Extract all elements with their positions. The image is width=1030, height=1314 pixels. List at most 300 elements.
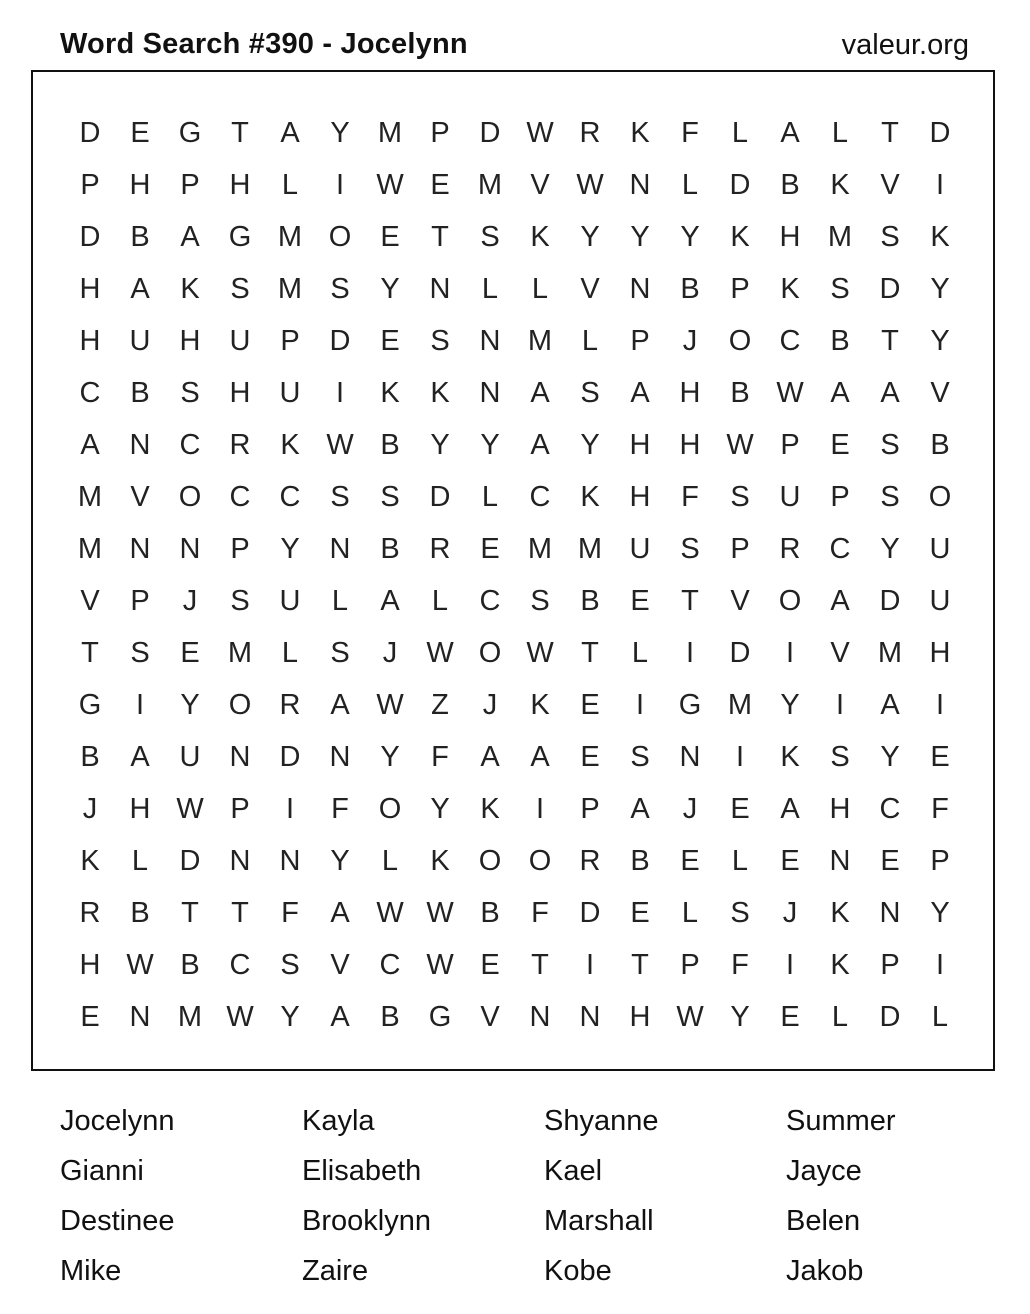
grid-letter: R: [429, 532, 451, 565]
grid-letter: A: [780, 116, 800, 149]
grid-letter: O: [378, 792, 402, 825]
word-list-item: Summer: [786, 1105, 896, 1137]
grid-letter: A: [130, 272, 150, 305]
grid-letter: W: [426, 896, 454, 929]
grid-letter: C: [279, 480, 301, 513]
grid-letter: C: [529, 480, 551, 513]
word-list-item: Brooklynn: [302, 1205, 431, 1237]
grid-letter: B: [480, 896, 500, 929]
grid-letter: M: [277, 272, 303, 305]
grid-letter: S: [380, 480, 400, 513]
grid-letter: W: [376, 688, 404, 721]
grid-letter: B: [130, 220, 150, 253]
grid-letter: I: [285, 792, 295, 825]
grid-letter: O: [328, 220, 352, 253]
grid-letter: R: [79, 896, 101, 929]
grid-letter: V: [580, 272, 600, 305]
word-list-item: Elisabeth: [302, 1155, 422, 1187]
grid-letter: B: [380, 1000, 400, 1033]
grid-letter: C: [779, 324, 801, 357]
grid-letter: K: [380, 376, 400, 409]
grid-letter: E: [380, 220, 400, 253]
grid-letter: E: [780, 1000, 800, 1033]
grid-letter: C: [829, 532, 851, 565]
grid-letter: E: [580, 740, 600, 773]
grid-letter: H: [629, 480, 651, 513]
grid-letter: C: [379, 948, 401, 981]
grid-letter: U: [929, 584, 951, 617]
grid-letter: J: [682, 324, 698, 357]
grid-letter: K: [630, 116, 650, 149]
grid-letter: S: [580, 376, 600, 409]
grid-letter: J: [482, 688, 498, 721]
grid-letter: Y: [930, 324, 950, 357]
grid-letter: N: [429, 272, 451, 305]
puzzle-box: [31, 70, 995, 1071]
grid-letter: L: [831, 116, 849, 149]
grid-letter: B: [130, 896, 150, 929]
grid-letter: O: [478, 636, 502, 669]
grid-letter: V: [130, 480, 150, 513]
grid-letter: H: [929, 636, 951, 669]
word-list-item: Marshall: [544, 1205, 654, 1237]
grid-letter: F: [681, 480, 699, 513]
grid-letter: K: [830, 948, 850, 981]
grid-letter: E: [630, 896, 650, 929]
grid-letter: F: [931, 792, 949, 825]
grid-letter: B: [380, 428, 400, 461]
grid-letter: W: [676, 1000, 704, 1033]
grid-letter: D: [279, 740, 301, 773]
grid-letter: I: [735, 740, 745, 773]
grid-letter: K: [430, 376, 450, 409]
grid-letter: S: [480, 220, 500, 253]
grid-letter: S: [330, 480, 350, 513]
grid-letter: B: [130, 376, 150, 409]
grid-letter: J: [782, 896, 798, 929]
word-list-item: Kael: [544, 1155, 603, 1187]
grid-letter: K: [480, 792, 500, 825]
grid-letter: L: [381, 844, 399, 877]
grid-letter: U: [179, 740, 201, 773]
grid-letter: S: [130, 636, 150, 669]
grid-letter: B: [580, 584, 600, 617]
grid-letter: Y: [330, 116, 350, 149]
grid-letter: D: [429, 480, 451, 513]
grid-letter: N: [479, 324, 501, 357]
grid-letter: A: [780, 792, 800, 825]
grid-letter: P: [630, 324, 650, 357]
grid-letter: J: [82, 792, 98, 825]
grid-letter: O: [178, 480, 202, 513]
grid-letter: S: [880, 480, 900, 513]
grid-letter: T: [181, 896, 199, 929]
grid-letter: N: [629, 168, 651, 201]
grid-letter: N: [229, 740, 251, 773]
grid-letter: A: [880, 688, 900, 721]
grid-letter: T: [431, 220, 449, 253]
grid-letter: Y: [580, 428, 600, 461]
grid-letter: U: [229, 324, 251, 357]
grid-letter: G: [178, 116, 202, 149]
grid-letter: H: [679, 428, 701, 461]
grid-letter: H: [679, 376, 701, 409]
grid-letter: Y: [630, 220, 650, 253]
grid-letter: O: [528, 844, 552, 877]
grid-letter: D: [729, 168, 751, 201]
grid-letter: K: [830, 168, 850, 201]
grid-letter: I: [135, 688, 145, 721]
grid-letter: S: [730, 896, 750, 929]
grid-letter: A: [330, 896, 350, 929]
grid-letter: S: [630, 740, 650, 773]
grid-letter: L: [581, 324, 599, 357]
grid-letter: W: [526, 636, 554, 669]
grid-letter: B: [380, 532, 400, 565]
grid-letter: N: [129, 532, 151, 565]
grid-letter: S: [280, 948, 300, 981]
grid-letter: E: [180, 636, 200, 669]
grid-letter: S: [230, 272, 250, 305]
grid-letter: L: [681, 896, 699, 929]
grid-letter: S: [330, 636, 350, 669]
grid-letter: E: [580, 688, 600, 721]
grid-letter: D: [179, 844, 201, 877]
grid-letter: K: [930, 220, 950, 253]
grid-letter: B: [780, 168, 800, 201]
grid-letter: S: [430, 324, 450, 357]
grid-letter: L: [481, 272, 499, 305]
grid-letter: N: [179, 532, 201, 565]
grid-letter: L: [531, 272, 549, 305]
grid-letter: I: [335, 168, 345, 201]
grid-letter: H: [79, 948, 101, 981]
grid-letter: D: [879, 272, 901, 305]
grid-letter: S: [880, 220, 900, 253]
grid-letter: P: [680, 948, 700, 981]
grid-letter: J: [682, 792, 698, 825]
grid-letter: A: [380, 584, 400, 617]
grid-letter: K: [780, 740, 800, 773]
word-list-item: Belen: [786, 1205, 861, 1237]
grid-letter: W: [426, 948, 454, 981]
grid-letter: S: [530, 584, 550, 617]
grid-letter: G: [428, 1000, 452, 1033]
grid-letter: F: [431, 740, 449, 773]
grid-letter: N: [679, 740, 701, 773]
grid-letter: Y: [780, 688, 800, 721]
grid-letter: V: [330, 948, 350, 981]
grid-letter: B: [730, 376, 750, 409]
grid-letter: F: [531, 896, 549, 929]
grid-letter: B: [80, 740, 100, 773]
grid-letter: H: [829, 792, 851, 825]
grid-letter: Z: [431, 688, 449, 721]
grid-letter: R: [579, 116, 601, 149]
grid-letter: K: [280, 428, 300, 461]
grid-letter: P: [80, 168, 100, 201]
grid-letter: K: [430, 844, 450, 877]
grid-letter: D: [879, 1000, 901, 1033]
grid-letter: P: [430, 116, 450, 149]
grid-letter: E: [430, 168, 450, 201]
grid-letter: I: [785, 948, 795, 981]
grid-letter: R: [229, 428, 251, 461]
grid-letter: U: [779, 480, 801, 513]
grid-letter: S: [330, 272, 350, 305]
word-list-item: Kayla: [302, 1105, 375, 1137]
grid-letter: E: [480, 948, 500, 981]
grid-letter: P: [730, 272, 750, 305]
grid-letter: H: [79, 324, 101, 357]
grid-letter: L: [281, 168, 299, 201]
grid-letter: L: [281, 636, 299, 669]
grid-letter: B: [930, 428, 950, 461]
grid-letter: T: [681, 584, 699, 617]
grid-letter: S: [730, 480, 750, 513]
grid-letter: A: [880, 376, 900, 409]
grid-letter: H: [229, 376, 251, 409]
grid-letter: Y: [680, 220, 700, 253]
grid-letter: P: [230, 792, 250, 825]
grid-letter: J: [382, 636, 398, 669]
grid-letter: A: [180, 220, 200, 253]
grid-letter: K: [580, 480, 600, 513]
grid-letter: N: [329, 740, 351, 773]
grid-letter: G: [228, 220, 252, 253]
grid-letter: V: [930, 376, 950, 409]
grid-letter: G: [678, 688, 702, 721]
grid-letter: B: [180, 948, 200, 981]
word-list-item: Jayce: [786, 1155, 862, 1187]
grid-letter: K: [830, 896, 850, 929]
word-list-item: Gianni: [60, 1155, 144, 1187]
grid-letter: V: [730, 584, 750, 617]
grid-letter: B: [630, 844, 650, 877]
grid-letter: Y: [880, 532, 900, 565]
grid-letter: O: [778, 584, 802, 617]
grid-letter: A: [630, 792, 650, 825]
grid-letter: A: [530, 376, 550, 409]
grid-letter: A: [330, 1000, 350, 1033]
grid-letter: M: [727, 688, 753, 721]
grid-letter: T: [881, 324, 899, 357]
grid-letter: K: [80, 844, 100, 877]
grid-letter: U: [279, 584, 301, 617]
grid-letter: L: [831, 1000, 849, 1033]
grid-letter: J: [182, 584, 198, 617]
grid-letter: V: [830, 636, 850, 669]
grid-letter: D: [79, 220, 101, 253]
grid-letter: L: [631, 636, 649, 669]
grid-letter: I: [785, 636, 795, 669]
grid-letter: S: [830, 272, 850, 305]
grid-letter: T: [531, 948, 549, 981]
grid-letter: Y: [280, 532, 300, 565]
grid-letter: D: [879, 584, 901, 617]
grid-letter: U: [279, 376, 301, 409]
grid-letter: H: [779, 220, 801, 253]
grid-letter: L: [731, 844, 749, 877]
grid-letter: Y: [580, 220, 600, 253]
grid-letter: I: [585, 948, 595, 981]
grid-letter: T: [631, 948, 649, 981]
grid-letter: Y: [280, 1000, 300, 1033]
grid-letter: A: [830, 376, 850, 409]
grid-letter: E: [380, 324, 400, 357]
grid-letter: S: [830, 740, 850, 773]
grid-letter: R: [779, 532, 801, 565]
grid-letter: A: [80, 428, 100, 461]
grid-letter: M: [577, 532, 603, 565]
grid-letter: N: [279, 844, 301, 877]
grid-letter: W: [326, 428, 354, 461]
grid-letter: O: [728, 324, 752, 357]
grid-letter: A: [480, 740, 500, 773]
letter-grid: [65, 107, 965, 1043]
grid-letter: N: [229, 844, 251, 877]
grid-letter: F: [331, 792, 349, 825]
grid-letter: S: [180, 376, 200, 409]
grid-letter: D: [479, 116, 501, 149]
grid-letter: P: [280, 324, 300, 357]
word-list-item: Destinee: [60, 1205, 175, 1237]
grid-letter: O: [478, 844, 502, 877]
word-list-item: Mike: [60, 1255, 122, 1287]
grid-letter: M: [227, 636, 253, 669]
grid-letter: P: [230, 532, 250, 565]
grid-letter: M: [77, 532, 103, 565]
grid-letter: A: [530, 740, 550, 773]
grid-letter: Y: [730, 1000, 750, 1033]
grid-letter: L: [931, 1000, 949, 1033]
grid-letter: M: [527, 324, 553, 357]
grid-letter: Y: [380, 740, 400, 773]
grid-letter: M: [877, 636, 903, 669]
grid-letter: N: [579, 1000, 601, 1033]
grid-letter: C: [229, 948, 251, 981]
word-list-item: Kobe: [544, 1255, 612, 1287]
grid-letter: W: [126, 948, 154, 981]
grid-letter: D: [929, 116, 951, 149]
grid-letter: B: [680, 272, 700, 305]
grid-letter: E: [680, 844, 700, 877]
grid-letter: A: [830, 584, 850, 617]
grid-letter: A: [330, 688, 350, 721]
grid-letter: K: [730, 220, 750, 253]
grid-letter: E: [80, 1000, 100, 1033]
grid-letter: N: [479, 376, 501, 409]
grid-letter: R: [279, 688, 301, 721]
grid-letter: N: [129, 1000, 151, 1033]
grid-letter: K: [530, 688, 550, 721]
grid-letter: I: [935, 948, 945, 981]
grid-letter: S: [880, 428, 900, 461]
grid-letter: Y: [330, 844, 350, 877]
grid-letter: T: [231, 896, 249, 929]
grid-letter: M: [377, 116, 403, 149]
grid-letter: H: [179, 324, 201, 357]
grid-letter: G: [78, 688, 102, 721]
grid-letter: Y: [430, 428, 450, 461]
grid-letter: D: [729, 636, 751, 669]
grid-letter: A: [130, 740, 150, 773]
grid-letter: E: [780, 844, 800, 877]
grid-letter: A: [530, 428, 550, 461]
grid-letter: W: [226, 1000, 254, 1033]
grid-letter: C: [229, 480, 251, 513]
site-name: valeur.org: [841, 29, 969, 61]
grid-letter: P: [130, 584, 150, 617]
grid-letter: E: [480, 532, 500, 565]
grid-letter: M: [77, 480, 103, 513]
grid-letter: D: [79, 116, 101, 149]
grid-letter: K: [780, 272, 800, 305]
word-list-item: Jakob: [786, 1255, 864, 1287]
grid-letter: Y: [480, 428, 500, 461]
grid-letter: N: [129, 428, 151, 461]
grid-letter: H: [229, 168, 251, 201]
grid-letter: P: [830, 480, 850, 513]
page-title: Word Search #390 - Jocelynn: [60, 28, 468, 60]
grid-letter: M: [177, 1000, 203, 1033]
grid-letter: E: [830, 428, 850, 461]
grid-letter: M: [277, 220, 303, 253]
grid-letter: Y: [430, 792, 450, 825]
grid-letter: Y: [930, 896, 950, 929]
grid-letter: A: [630, 376, 650, 409]
grid-letter: E: [930, 740, 950, 773]
grid-letter: Y: [380, 272, 400, 305]
grid-letter: R: [579, 844, 601, 877]
grid-letter: T: [81, 636, 99, 669]
grid-letter: M: [477, 168, 503, 201]
grid-letter: F: [731, 948, 749, 981]
grid-letter: T: [881, 116, 899, 149]
grid-letter: U: [129, 324, 151, 357]
grid-letter: Y: [880, 740, 900, 773]
word-list-item: Shyanne: [544, 1105, 659, 1137]
grid-letter: P: [580, 792, 600, 825]
grid-letter: N: [879, 896, 901, 929]
grid-letter: L: [431, 584, 449, 617]
grid-letter: O: [928, 480, 952, 513]
grid-letter: P: [180, 168, 200, 201]
grid-letter: C: [179, 428, 201, 461]
grid-letter: L: [131, 844, 149, 877]
grid-letter: Y: [930, 272, 950, 305]
grid-letter: A: [280, 116, 300, 149]
grid-letter: W: [576, 168, 604, 201]
grid-letter: W: [726, 428, 754, 461]
word-list-item: Zaire: [302, 1255, 369, 1287]
grid-letter: K: [530, 220, 550, 253]
grid-letter: W: [776, 376, 804, 409]
grid-letter: U: [629, 532, 651, 565]
grid-letter: P: [930, 844, 950, 877]
grid-letter: H: [129, 792, 151, 825]
grid-letter: W: [376, 896, 404, 929]
word-list: [60, 1096, 1028, 1296]
grid-letter: E: [730, 792, 750, 825]
grid-letter: L: [731, 116, 749, 149]
grid-letter: W: [526, 116, 554, 149]
grid-letter: W: [426, 636, 454, 669]
grid-letter: Y: [180, 688, 200, 721]
grid-letter: V: [80, 584, 100, 617]
grid-letter: V: [530, 168, 550, 201]
grid-letter: S: [680, 532, 700, 565]
